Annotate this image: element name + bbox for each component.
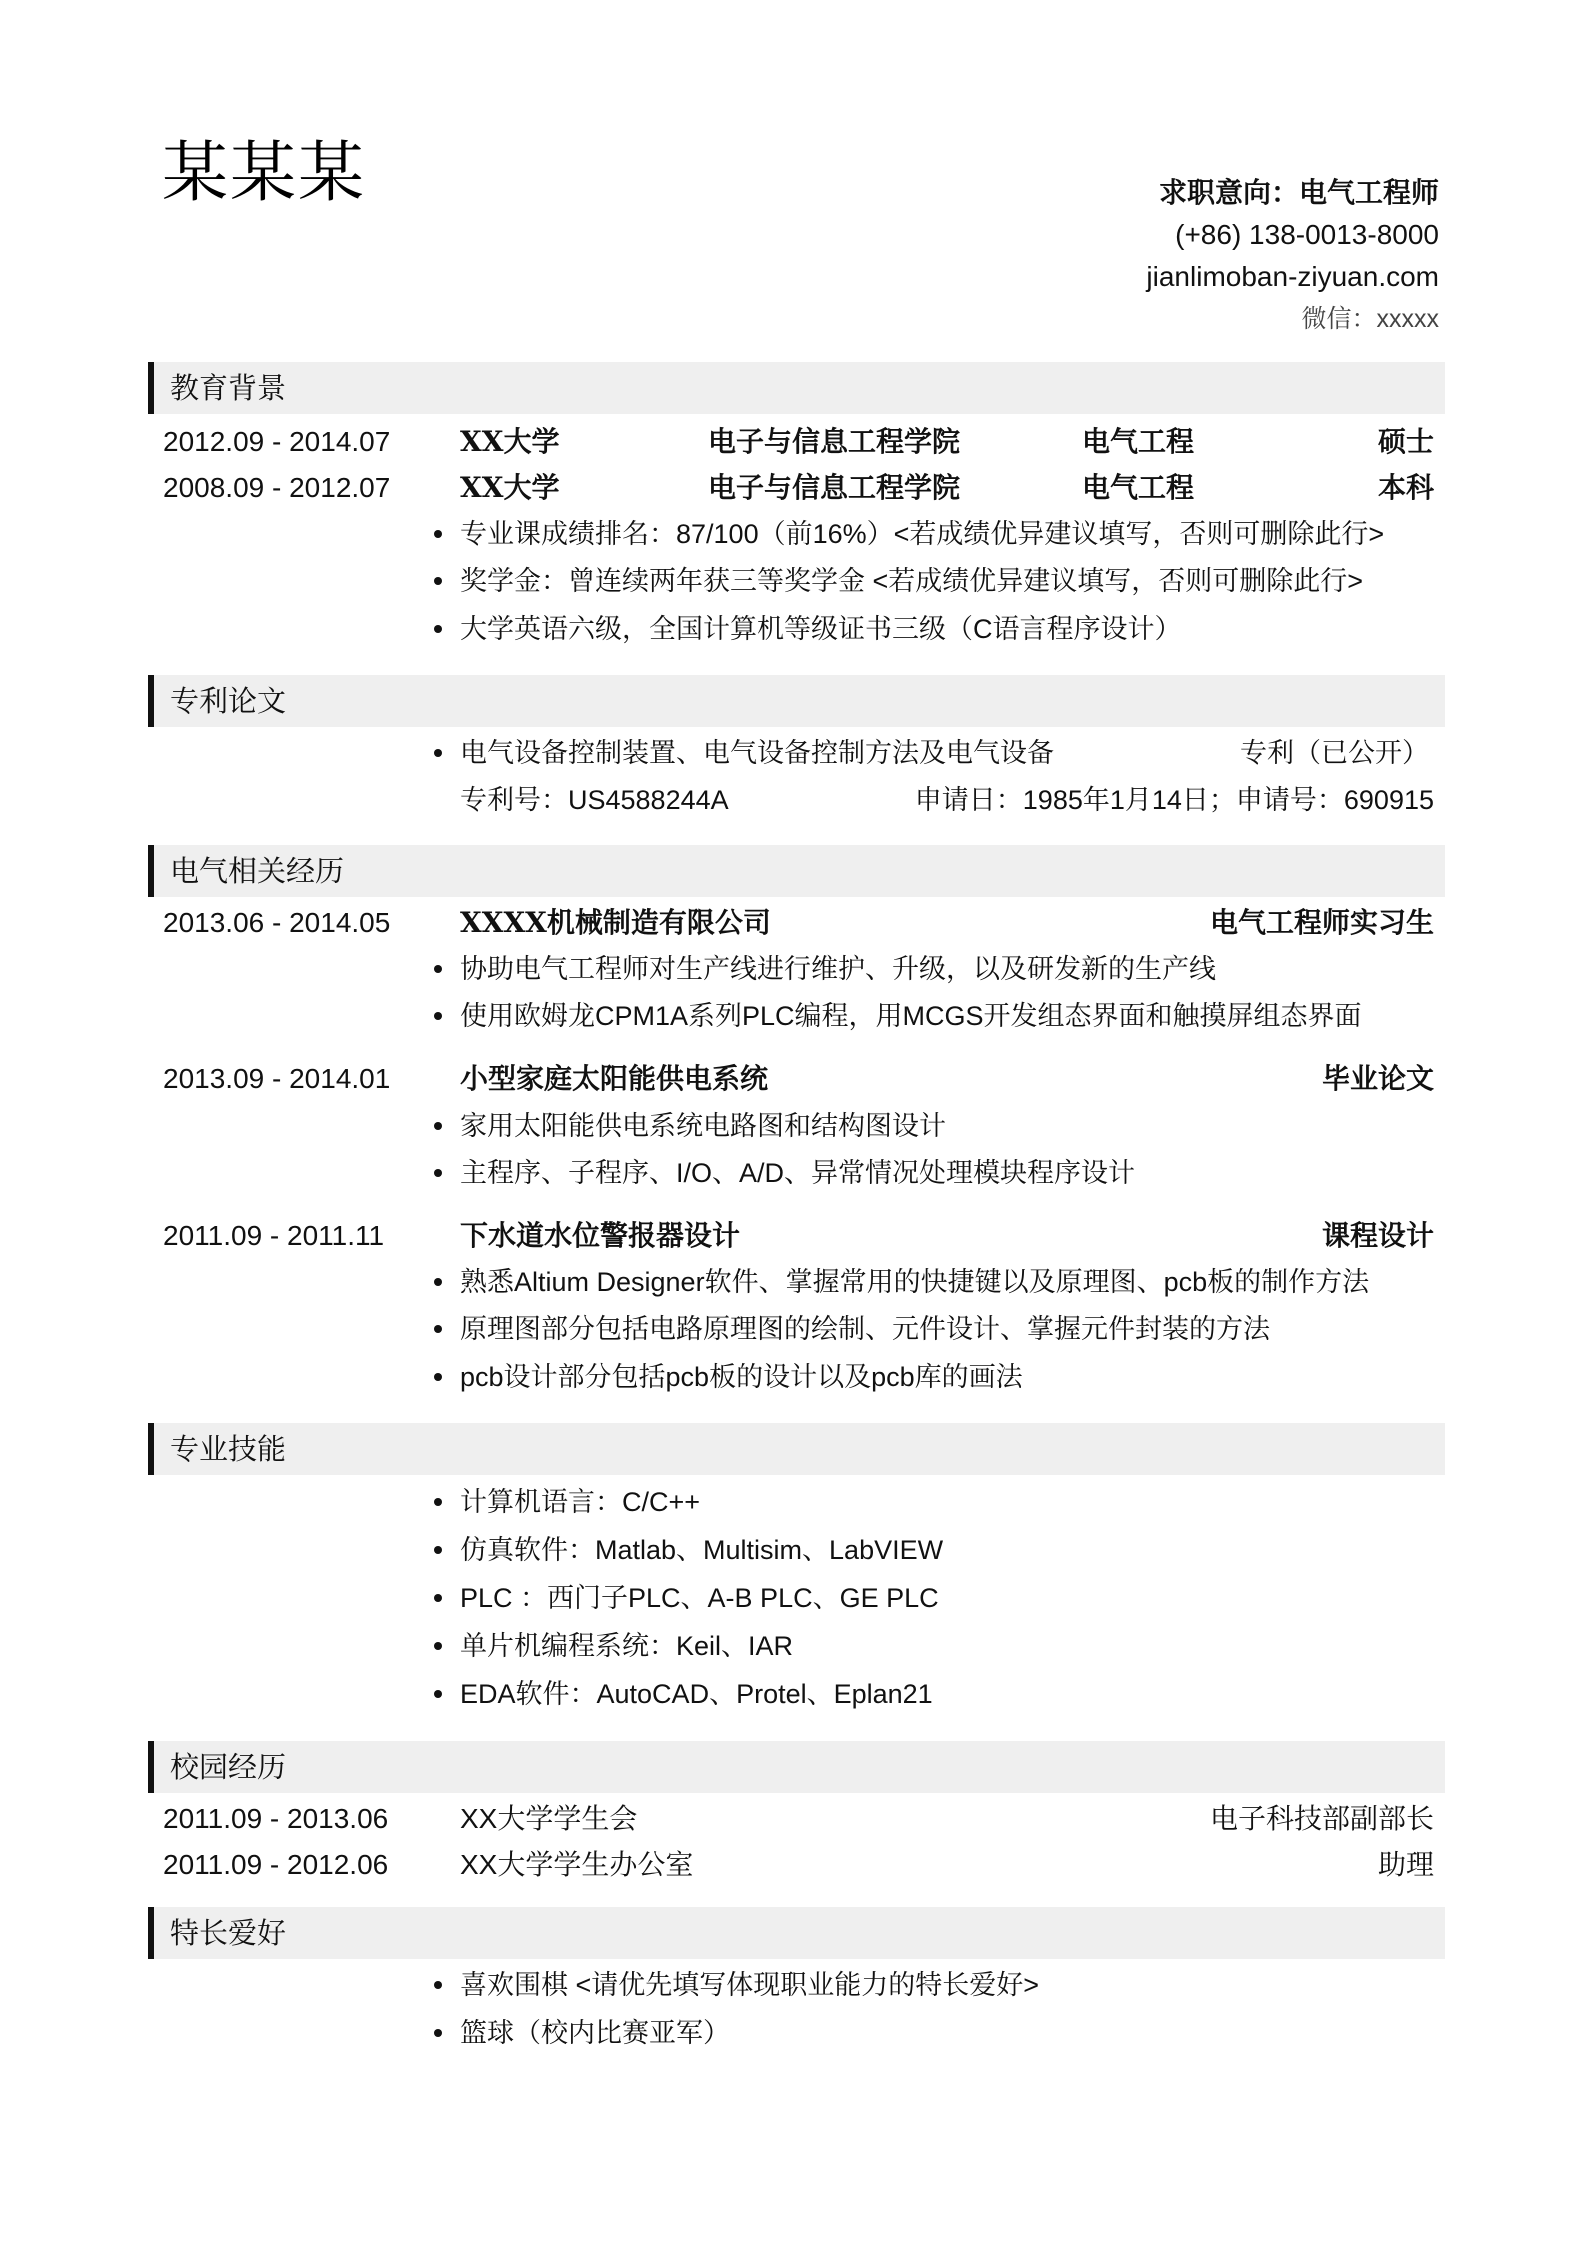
exp-role: 毕业论文 [1321, 1062, 1434, 1095]
website: jianlimoban-ziyuan.com [1146, 261, 1439, 292]
bullet-icon [434, 1325, 442, 1333]
wechat: 微信：xxxxx [1301, 305, 1439, 333]
experience-row [0, 900, 1587, 946]
list-item [0, 1150, 1587, 1196]
list-item-text: 原理图部分包括电路原理图的绘制、元件设计、掌握元件封装的方法 [460, 1314, 1270, 1344]
list-item [0, 1575, 1587, 1621]
edu-row [0, 419, 1587, 465]
list-item-text: 仿真软件：Matlab、Multisim、LabVIEW [460, 1535, 944, 1565]
section-title: 教育背景 [170, 371, 287, 405]
edu-date: 2008.09 - 2012.07 [163, 472, 391, 503]
list-item [0, 1527, 1587, 1573]
patent-detail [0, 777, 1587, 823]
list-item-text: 奖学金：曾连续两年获三等奖学金 <若成绩优异建议填写，否则可删除此行> [460, 566, 1364, 596]
exp-role: 电气工程师实习生 [1209, 906, 1434, 939]
list-item-text: 熟悉Altium Designer软件、掌握常用的快捷键以及原理图、pcb板的制作方法 [460, 1267, 1370, 1297]
campus-row [0, 1842, 1587, 1888]
list-item [0, 511, 1587, 557]
list-item-text: 单片机编程系统：Keil、IAR [460, 1631, 794, 1661]
list-item [0, 1479, 1587, 1525]
list-item-text: 篮球（校内比赛亚军） [460, 2018, 730, 2048]
exp-name: 下水道水位警报器设计 [460, 1219, 741, 1252]
list-item-text: 大学英语六级，全国计算机等级证书三级（C语言程序设计） [460, 614, 1182, 644]
exp-role: 课程设计 [1321, 1219, 1434, 1252]
list-item-text: PLC ：西门子PLC、A-B PLC、GE PLC [460, 1583, 939, 1613]
list-item [0, 1354, 1587, 1400]
bullet-icon [434, 749, 442, 757]
section-campus [148, 1741, 1445, 1793]
campus-date: 2011.09 - 2013.06 [163, 1803, 389, 1834]
campus-date: 2011.09 - 2012.06 [163, 1849, 389, 1880]
campus-role: 助理 [1377, 1849, 1434, 1880]
exp-date: 2013.06 - 2014.05 [163, 907, 391, 938]
list-item-text: pcb设计部分包括pcb板的设计以及pcb库的画法 [460, 1362, 1023, 1392]
exp-name: 小型家庭太阳能供电系统 [460, 1062, 769, 1095]
contact-block [1146, 172, 1439, 340]
phone: (+86) 138-0013-8000 [1175, 219, 1439, 250]
bullet-icon [434, 1012, 442, 1020]
bullet-icon [434, 1642, 442, 1650]
edu-school: XX大学 [460, 471, 560, 504]
list-item-text: 计算机语言：C/C++ [460, 1487, 701, 1517]
edu-major: 电气工程 [1082, 425, 1195, 458]
patent-number: 专利号：US4588244A [460, 785, 729, 815]
bullet-icon [434, 1122, 442, 1130]
list-item-text: 喜欢围棋 <请优先填写体现职业能力的特长爱好> [460, 1970, 1040, 2000]
edu-college: 电子与信息工程学院 [708, 425, 961, 458]
list-item-text: 协助电气工程师对生产线进行维护、升级，以及研发新的生产线 [460, 954, 1216, 984]
list-item [0, 993, 1587, 1039]
section-education [148, 362, 1445, 414]
list-item-text: EDA软件：AutoCAD、Protel、Eplan21 [460, 1679, 933, 1709]
section-title: 电气相关经历 [170, 854, 345, 888]
list-item-text: 使用欧姆龙CPM1A系列PLC编程，用MCGS开发组态界面和触摸屏组态界面 [460, 1001, 1362, 1031]
edu-school: XX大学 [460, 425, 560, 458]
list-item [0, 1103, 1587, 1149]
bullet-icon [434, 1690, 442, 1698]
patent-apply: 申请日：1985年1月14日；申请号：690915 [914, 785, 1434, 815]
section-title: 特长爱好 [170, 1916, 287, 1950]
campus-role: 电子科技部副部长 [1209, 1803, 1434, 1834]
bullet-icon [434, 1278, 442, 1286]
candidate-name: 某某某 [162, 134, 366, 211]
list-item-text: 专业课成绩排名：87/100（前16%）<若成绩优异建议填写，否则可删除此行> [460, 519, 1385, 549]
section-title: 校园经历 [170, 1750, 287, 1784]
list-item [0, 2010, 1587, 2056]
campus-org: XX大学学生办公室 [460, 1849, 694, 1880]
list-item [0, 1671, 1587, 1717]
bullet-icon [434, 965, 442, 973]
section-experience [148, 845, 1445, 897]
list-item [0, 1962, 1587, 2008]
list-item [0, 606, 1587, 652]
edu-degree: 硕士 [1377, 425, 1434, 458]
edu-date: 2012.09 - 2014.07 [163, 426, 391, 457]
edu-college: 电子与信息工程学院 [708, 471, 961, 504]
list-item [0, 558, 1587, 604]
edu-degree: 本科 [1377, 471, 1434, 504]
bullet-icon [434, 1981, 442, 1989]
bullet-icon [434, 530, 442, 538]
section-hobbies [148, 1907, 1445, 1959]
bullet-icon [434, 1169, 442, 1177]
patent-status: 专利（已公开） [1240, 738, 1429, 768]
bullet-icon [434, 625, 442, 633]
bullet-icon [434, 1373, 442, 1381]
patent-item [0, 730, 1587, 776]
list-item [0, 1623, 1587, 1669]
list-item-text: 主程序、子程序、I/O、A/D、异常情况处理模块程序设计 [460, 1158, 1136, 1188]
bullet-icon [434, 577, 442, 585]
section-title: 专业技能 [170, 1432, 287, 1466]
patent-name: 电气设备控制装置、电气设备控制方法及电气设备 [460, 738, 1054, 768]
exp-date: 2013.09 - 2014.01 [163, 1063, 391, 1094]
list-item-text: 家用太阳能供电系统电路图和结构图设计 [460, 1111, 946, 1141]
list-item [0, 946, 1587, 992]
bullet-icon [434, 1546, 442, 1554]
section-patent [148, 675, 1445, 727]
job-objective: 求职意向：电气工程师 [1158, 176, 1439, 209]
exp-date: 2011.09 - 2011.11 [163, 1220, 385, 1251]
campus-org: XX大学学生会 [460, 1803, 638, 1834]
experience-row [0, 1213, 1587, 1259]
list-item [0, 1306, 1587, 1352]
exp-name: XXXX机械制造有限公司 [460, 906, 771, 939]
bullet-icon [434, 1594, 442, 1602]
bullet-icon [434, 2029, 442, 2037]
section-title: 专利论文 [170, 684, 287, 718]
bullet-icon [434, 1498, 442, 1506]
section-skills [148, 1423, 1445, 1475]
list-item [0, 1259, 1587, 1305]
experience-row [0, 1056, 1587, 1102]
edu-major: 电气工程 [1082, 471, 1195, 504]
campus-row [0, 1796, 1587, 1842]
edu-row [0, 465, 1587, 511]
